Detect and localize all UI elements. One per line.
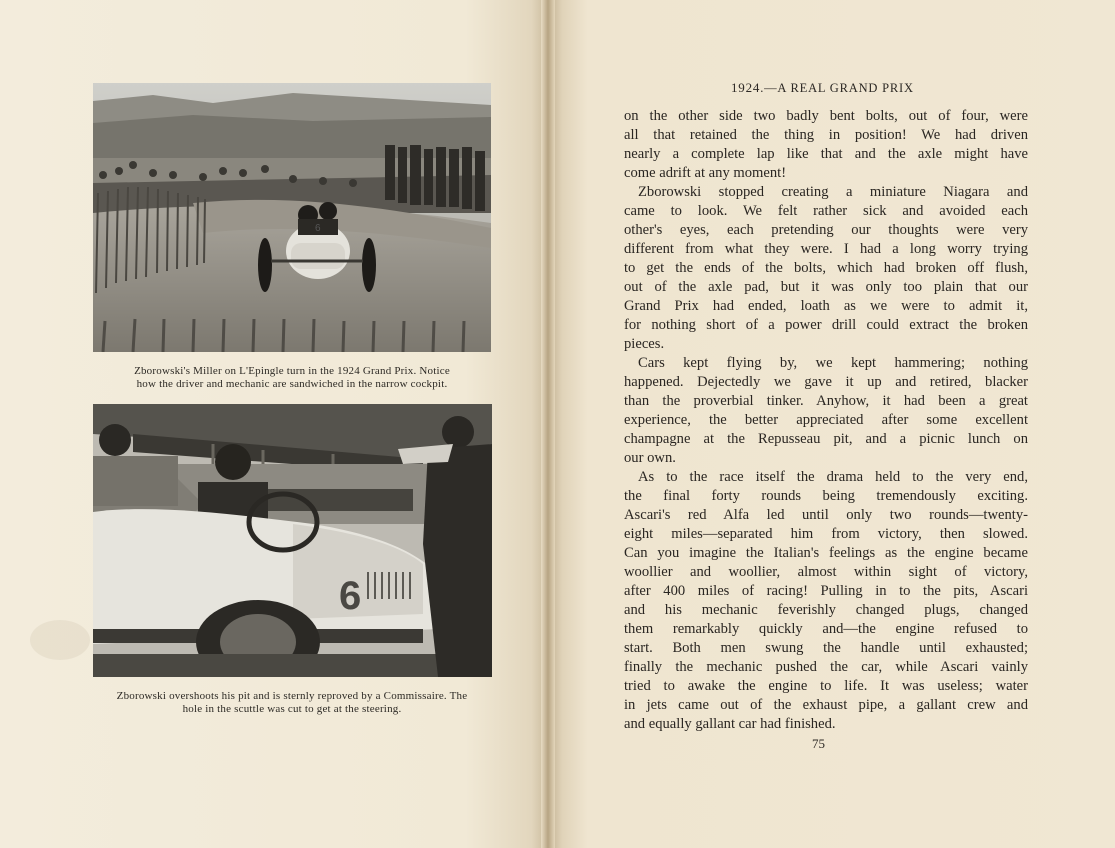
text-line: them remarkably quickly and—the engine refused to <box>624 621 1028 637</box>
text-line: on the other side two badly bent bolts, out of four, were <box>624 108 1028 124</box>
text-line: champagne at the Repusseau pit, and a picnic lunch on <box>624 431 1028 447</box>
caption-line: how the driver and mechanic are sandwiched in the narrow cockpit. <box>136 378 448 390</box>
text-line: than the proverbial tinker. Anyhow, it had been a great <box>624 393 1028 409</box>
text-line: all that retained the thing in position! We had driven <box>624 127 1028 143</box>
page-stain <box>30 620 90 660</box>
photo-caption-2 <box>86 690 498 716</box>
text-line: finally the mechanic pushed the car, while Ascari vainly <box>624 659 1028 675</box>
text-line: different from what they were. I had a long worry trying <box>624 241 1028 257</box>
caption-line: Zborowski overshoots his pit and is sternly reproved by a Commissaire. The <box>116 690 468 702</box>
running-header <box>731 80 1031 96</box>
text-line: to get the ends of the bolts, which had broken off flush, <box>624 260 1028 276</box>
text-line: in jets came out of the exhaust pipe, a gallant crew and <box>624 697 1028 713</box>
photo-commissaire-pit <box>93 404 492 677</box>
text-line: the final forty rounds being tremendously exciting. <box>624 488 1028 504</box>
svg-text:6: 6 <box>315 223 321 234</box>
text-line: As to the race itself the drama held to the very end, <box>638 469 1028 485</box>
caption-line: Zborowski's Miller on L'Epingle turn in the 1924 Grand Prix. Notice <box>134 365 450 377</box>
svg-text:6: 6 <box>339 574 362 618</box>
text-line: eight miles—separated him from victory, then slowed. <box>624 526 1028 542</box>
book-gutter <box>541 0 555 848</box>
text-line: and equally gallant car had finished. <box>624 716 836 732</box>
text-line: Can you imagine the Italian's feelings as the engine became <box>624 545 1028 561</box>
text-line: pieces. <box>624 336 665 352</box>
header-title: .—A REAL GRAND PRIX <box>760 81 914 95</box>
text-line: for nothing short of a power drill could extract the broken <box>624 317 1028 333</box>
text-line: Cars kept flying by, we kept hammering; nothing <box>638 355 1028 371</box>
text-line: other's eyes, each pretending our thoughts were very <box>624 222 1028 238</box>
text-line: nearly a complete lap like that and the axle might have <box>624 146 1028 162</box>
header-year: 1924 <box>731 80 761 95</box>
text-line: came to look. We felt rather sick and avoided each <box>624 203 1028 219</box>
photo-race-car-hairpin <box>93 83 491 352</box>
text-line: start. Both men swung the handle until exhausted; <box>624 640 1028 656</box>
text-line: woollier and woollier, almost within sight of victory, <box>624 564 1028 580</box>
caption-line: hole in the scuttle was cut to get at the steering. <box>182 703 402 715</box>
text-line: experience, the better appreciated after some excellent <box>624 412 1028 428</box>
text-line: happened. Dejectedly we gave it up and retired, blacker <box>624 374 1028 390</box>
text-line: tried to awake the engine to life. It was useless; water <box>624 678 1028 694</box>
body-text <box>624 107 1028 734</box>
text-line: and his mechanic feverishly changed plugs, changed <box>624 602 1028 618</box>
text-line: out of the axle pad, but it was only too plain that our <box>624 279 1028 295</box>
page-number: 75 <box>812 736 825 751</box>
text-line: after 400 miles of racing! Pulling in to the pits, Ascari <box>624 583 1028 599</box>
text-line: Zborowski stopped creating a miniature Niagara and <box>638 184 1028 200</box>
text-line: come adrift at any moment! <box>624 165 787 181</box>
photo-caption-1 <box>86 365 498 391</box>
text-line: our own. <box>624 450 676 466</box>
text-line: Ascari's red Alfa led until only two rounds—twenty- <box>624 507 1028 523</box>
text-line: Grand Prix had ended, loath as we were to admit it, <box>624 298 1028 314</box>
